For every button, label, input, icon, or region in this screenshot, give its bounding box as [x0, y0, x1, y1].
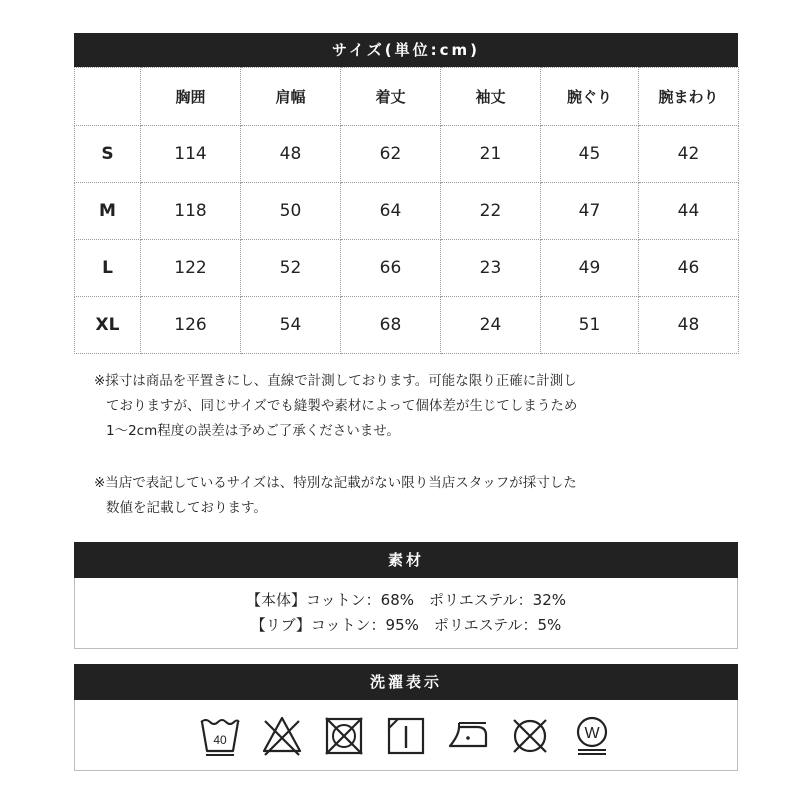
size-label: S [75, 126, 141, 183]
header-cell: 着丈 [341, 68, 441, 126]
size-label: L [75, 240, 141, 297]
header-cell: 胸囲 [141, 68, 241, 126]
size-label: M [75, 183, 141, 240]
size-label: XL [75, 297, 141, 354]
table-cell: 44 [639, 183, 739, 240]
table-row [75, 240, 739, 297]
header-cell: 袖丈 [441, 68, 541, 126]
table-cell: 22 [441, 183, 541, 240]
table-cell: 21 [441, 126, 541, 183]
size-table-header-row [75, 68, 739, 126]
table-row [75, 183, 739, 240]
table-cell: 122 [141, 240, 241, 297]
table-cell: 23 [441, 240, 541, 297]
table-cell: 68 [341, 297, 441, 354]
table-cell: 48 [241, 126, 341, 183]
table-cell: 118 [141, 183, 241, 240]
no-dry-clean-icon [508, 713, 552, 757]
material-box [74, 578, 738, 649]
material-section-title: 素材 [74, 542, 738, 578]
header-cell [75, 68, 141, 126]
size-note [94, 471, 577, 521]
table-cell: 64 [341, 183, 441, 240]
wash-40-icon [198, 713, 242, 757]
table-row [75, 297, 739, 354]
material-body-line: 【本体】コットン：68% ポリエステル：32% [245, 591, 567, 609]
table-cell: 45 [541, 126, 639, 183]
table-cell: 49 [541, 240, 639, 297]
size-table [74, 67, 739, 354]
wash-section-title: 洗濯表示 [74, 664, 738, 700]
note-line: 1～2cm程度の誤差は予めご了承くださいませ。 [106, 423, 400, 439]
table-cell: 50 [241, 183, 341, 240]
wet-clean-icon [570, 713, 614, 757]
table-cell: 48 [639, 297, 739, 354]
header-cell: 腕まわり [639, 68, 739, 126]
wash-temperature-label: 40 [213, 733, 227, 747]
table-cell: 51 [541, 297, 639, 354]
wet-clean-label: W [584, 725, 600, 742]
header-cell: 肩幅 [241, 68, 341, 126]
table-cell: 54 [241, 297, 341, 354]
note-line: ※当店で表記しているサイズは、特別な記載がない限り当店スタッフが採寸した [94, 475, 577, 491]
table-cell: 24 [441, 297, 541, 354]
size-section-title: サイズ(単位:cm) [74, 33, 738, 67]
table-cell: 42 [639, 126, 739, 183]
measurement-note [94, 369, 577, 444]
table-row [75, 126, 739, 183]
line-dry-icon [384, 713, 428, 757]
table-cell: 126 [141, 297, 241, 354]
wash-box [74, 700, 738, 771]
table-cell: 52 [241, 240, 341, 297]
no-bleach-icon [260, 713, 304, 757]
table-cell: 62 [341, 126, 441, 183]
table-cell: 66 [341, 240, 441, 297]
care-icons [75, 700, 737, 770]
note-line: ※採寸は商品を平置きにし、直線で計測しております。可能な限り正確に計測し [94, 373, 577, 389]
header-cell: 腕ぐり [541, 68, 639, 126]
note-line: ておりますが、同じサイズでも縫製や素材によって個体差が生じてしまうため [106, 398, 578, 414]
table-cell: 47 [541, 183, 639, 240]
table-cell: 46 [639, 240, 739, 297]
material-rib-line: 【リブ】コットン：95% ポリエステル：5% [250, 616, 562, 634]
no-tumble-dry-icon [322, 713, 366, 757]
table-cell: 114 [141, 126, 241, 183]
note-line: 数値を記載しております。 [106, 500, 267, 516]
iron-low-icon [446, 713, 490, 757]
